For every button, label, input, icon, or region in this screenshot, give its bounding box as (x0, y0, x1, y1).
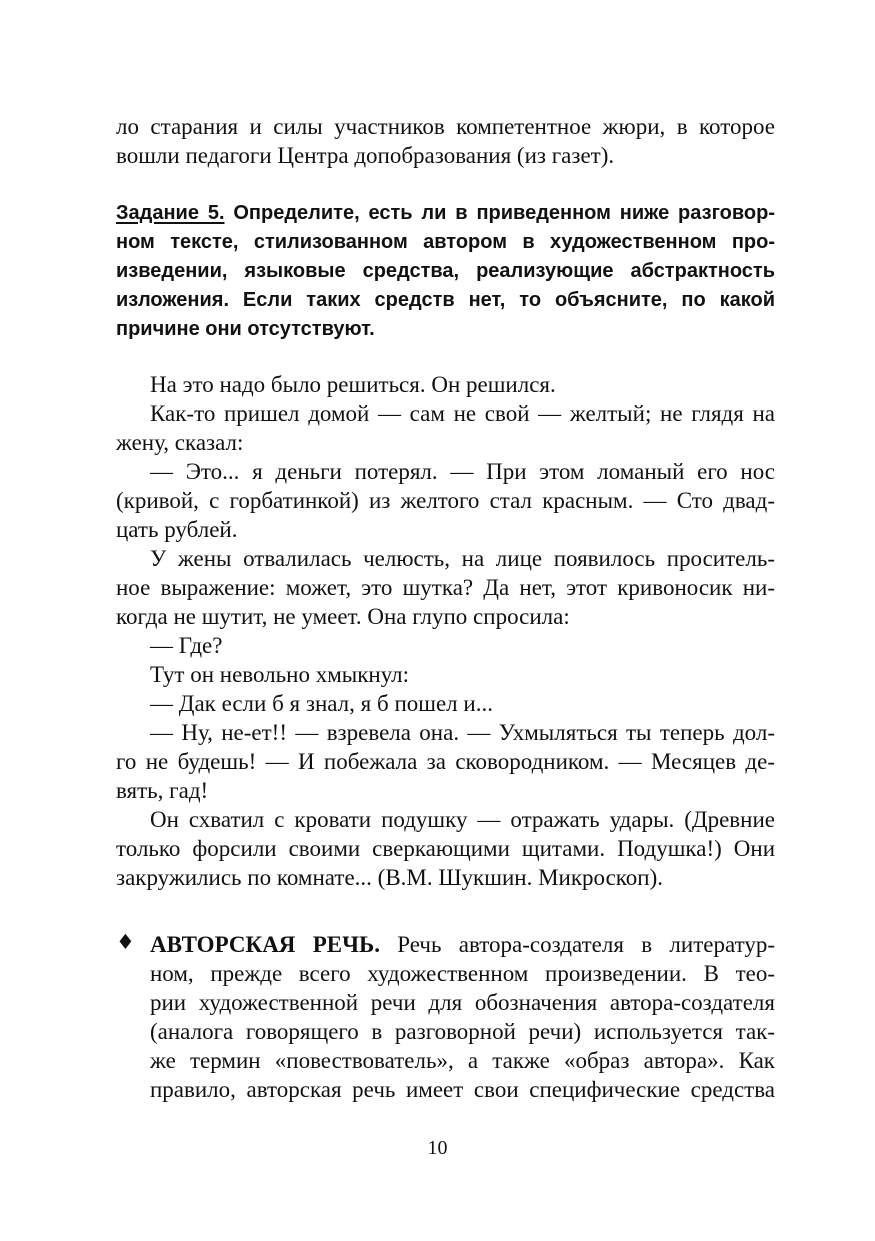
excerpt-line: (кривой, с горбатинкой) из желтого стал красным. — Сто двад- (116, 488, 775, 513)
excerpt-line: вять, гад! (116, 778, 209, 803)
definition-term: АВТОРСКАЯ РЕЧЬ. (150, 932, 380, 957)
excerpt-line: — Ну, не-ет!! — взревела она. — Ухмыляться ты теперь дол- (150, 720, 775, 745)
excerpt-line: На это надо было решиться. Он решился. (150, 372, 556, 397)
page-number: 10 (427, 1137, 448, 1159)
definition-line (150, 930, 775, 959)
excerpt-line: — Дак если б я знал, я б пошел и... (150, 691, 493, 716)
excerpt-line: закружились по комнате... (В.М. Шукшин. Микроскоп). (116, 865, 664, 890)
intro-line: вошли педагоги Центра допобразования (из газет). (116, 143, 615, 168)
definition-line: ном, прежде всего художественном произведении. В тео- (150, 961, 775, 986)
definition-line: рии художественной речи для обозначения автора-создателя (150, 990, 775, 1015)
excerpt-line: — Это... я деньги потерял. — При этом ломаный его нос (150, 459, 775, 484)
definition-first-line: Речь автора-создателя в литератур- (397, 932, 776, 957)
task-line: изложения. Если таких средств нет, то объясните, по какой (116, 289, 775, 311)
excerpt-line: Он схватил с кровати подушку — отражать удары. (Древние (150, 807, 775, 832)
intro-line: ло старания и силы участников компетентное жюри, в которое (116, 114, 775, 139)
task-line: ном тексте, стилизованном автором в художественном про- (116, 231, 775, 253)
excerpt-line: У жены отвалилась челюсть, на лице появилось проситель- (150, 546, 775, 571)
task-line-text: Определите, есть ли в приведенном ниже разговор- (233, 202, 775, 224)
excerpt-line: Тут он невольно хмыкнул: (150, 662, 410, 687)
task-line: причине они отсутствуют. (116, 318, 375, 340)
excerpt-line: Как-то пришел домой — сам не свой — желтый; не глядя на (150, 401, 775, 426)
diamond-bullet-icon: ♦ (116, 930, 135, 954)
task-line (116, 199, 775, 228)
excerpt-line: жену, сказал: (116, 430, 244, 455)
definition-line: правило, авторская речь имеет свои специфические средства (150, 1077, 775, 1102)
definition-line: же термин «повествователь», а также «образ автора». Как (150, 1048, 775, 1073)
excerpt-line: когда не шутит, не умеет. Она глупо спросила: (116, 604, 570, 629)
excerpt-line: го не будешь! — И побежала за сковородником. — Месяцев де- (116, 749, 775, 774)
definition-line: (аналога говорящего в разговорной речи) используется так- (150, 1019, 775, 1044)
excerpt-line: ное выражение: может, это шутка? Да нет, этот кривоносик ни- (116, 575, 775, 600)
excerpt-line: только форсили своими сверкающими щитами. Подушка!) Они (116, 836, 775, 861)
excerpt-line: — Где? (150, 633, 223, 658)
task-line: изведении, языковые средства, реализующие абстрактность (116, 260, 775, 282)
excerpt-line: цать рублей. (116, 517, 238, 542)
task-label: Задание 5. (116, 202, 225, 224)
